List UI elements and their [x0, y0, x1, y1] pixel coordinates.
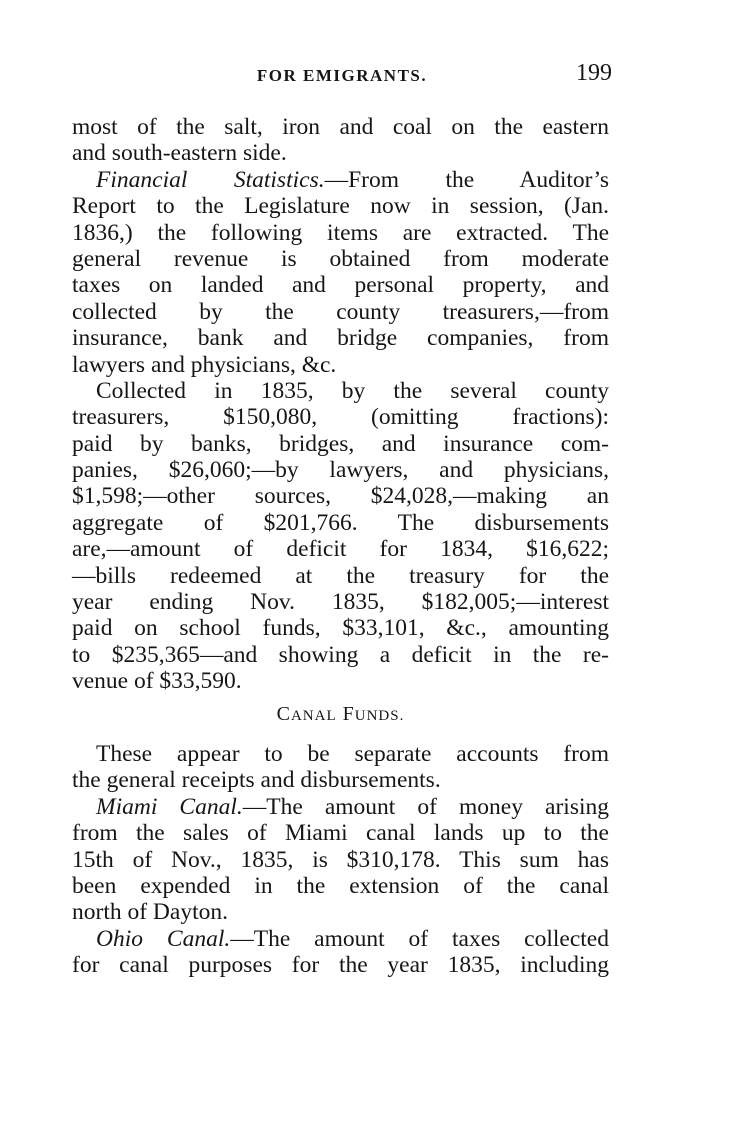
text-line: north of Dayton. — [72, 899, 228, 926]
paragraph-collected — [72, 378, 609, 695]
text-line: been expended in the extension of the canal — [72, 872, 609, 899]
text-line: venue of $33,590. — [72, 668, 242, 695]
heading-smallcaps: UNDS. — [354, 707, 405, 724]
text-line: 15th of Nov., 1835, is $310,178. This sum has — [72, 846, 609, 873]
text-line: for canal purposes for the year 1835, including — [72, 952, 609, 979]
text-line — [72, 926, 609, 952]
line-rest: —The amount of money arising — [242, 793, 609, 820]
text-line: are,—amount of deficit for 1834, $16,622; — [72, 536, 609, 563]
text-line: and south-eastern side. — [72, 140, 287, 167]
italic-heading-statistics: Statistics. — [233, 166, 325, 193]
text-line — [72, 794, 609, 820]
text-line: general revenue is obtained from moderate — [72, 245, 609, 272]
text-line: —bills redeemed at the treasury for the — [72, 562, 609, 589]
text-line: most of the salt, iron and coal on the eastern — [72, 114, 609, 140]
text-line: These appear to be separate accounts from — [96, 740, 609, 767]
text-line: aggregate of $201,766. The disbursements — [72, 509, 609, 536]
body-text — [72, 114, 609, 979]
page-header — [72, 60, 612, 92]
paragraph-separate-accounts — [72, 741, 609, 794]
text-line: collected by the county treasurers,—from — [72, 298, 609, 325]
text-line: paid by banks, bridges, and insurance com- — [72, 430, 609, 457]
text-line: lawyers and physicians, &c. — [72, 351, 337, 378]
paragraph-ohio-canal — [72, 926, 609, 979]
italic-heading-financial: Financial — [96, 166, 188, 193]
page-number: 199 — [576, 60, 612, 86]
paragraph-miami-canal — [72, 794, 609, 926]
text-line: $1,598;—other sources, $24,028,—making an — [72, 483, 609, 510]
text-line: panies, $26,060;—by lawyers, and physicians, — [72, 457, 609, 484]
heading-letter: F — [342, 702, 355, 725]
text-line: Collected in 1835, by the several county — [96, 377, 609, 404]
text-line: the general receipts and disbursements. — [72, 767, 441, 794]
italic-heading-miami-canal: Miami Canal. — [96, 793, 243, 820]
heading-smallcaps: ANAL — [290, 707, 337, 724]
line-rest: —The amount of taxes collected — [230, 925, 609, 952]
section-heading-canal-funds — [72, 701, 609, 727]
text-line: Report to the Legislature now in session, (Jan. — [72, 193, 609, 220]
heading-letter: C — [276, 702, 291, 725]
text-line: paid on school funds, $33,101, &c., amounting — [72, 615, 609, 642]
text-line: 1836,) the following items are extracted. The — [72, 219, 609, 246]
text-line: insurance, bank and bridge companies, from — [72, 325, 609, 352]
text-line: taxes on landed and personal property, and — [72, 272, 609, 299]
text-line: to $235,365—and showing a deficit in the re- — [72, 641, 609, 668]
paragraph-financial-statistics — [72, 167, 609, 378]
running-title: FOR EMIGRANTS. — [256, 66, 428, 85]
text-line: treasurers, $150,080, (omitting fractions): — [72, 404, 609, 431]
text-line: from the sales of Miami canal lands up to the — [72, 820, 609, 847]
text-line: Financial Statistics.—From the Auditor’s — [96, 166, 609, 193]
italic-heading-ohio-canal: Ohio Canal. — [96, 925, 231, 952]
text-line: year ending Nov. 1835, $182,005;—interest — [72, 589, 609, 616]
paragraph-salt-iron-coal — [72, 114, 609, 167]
